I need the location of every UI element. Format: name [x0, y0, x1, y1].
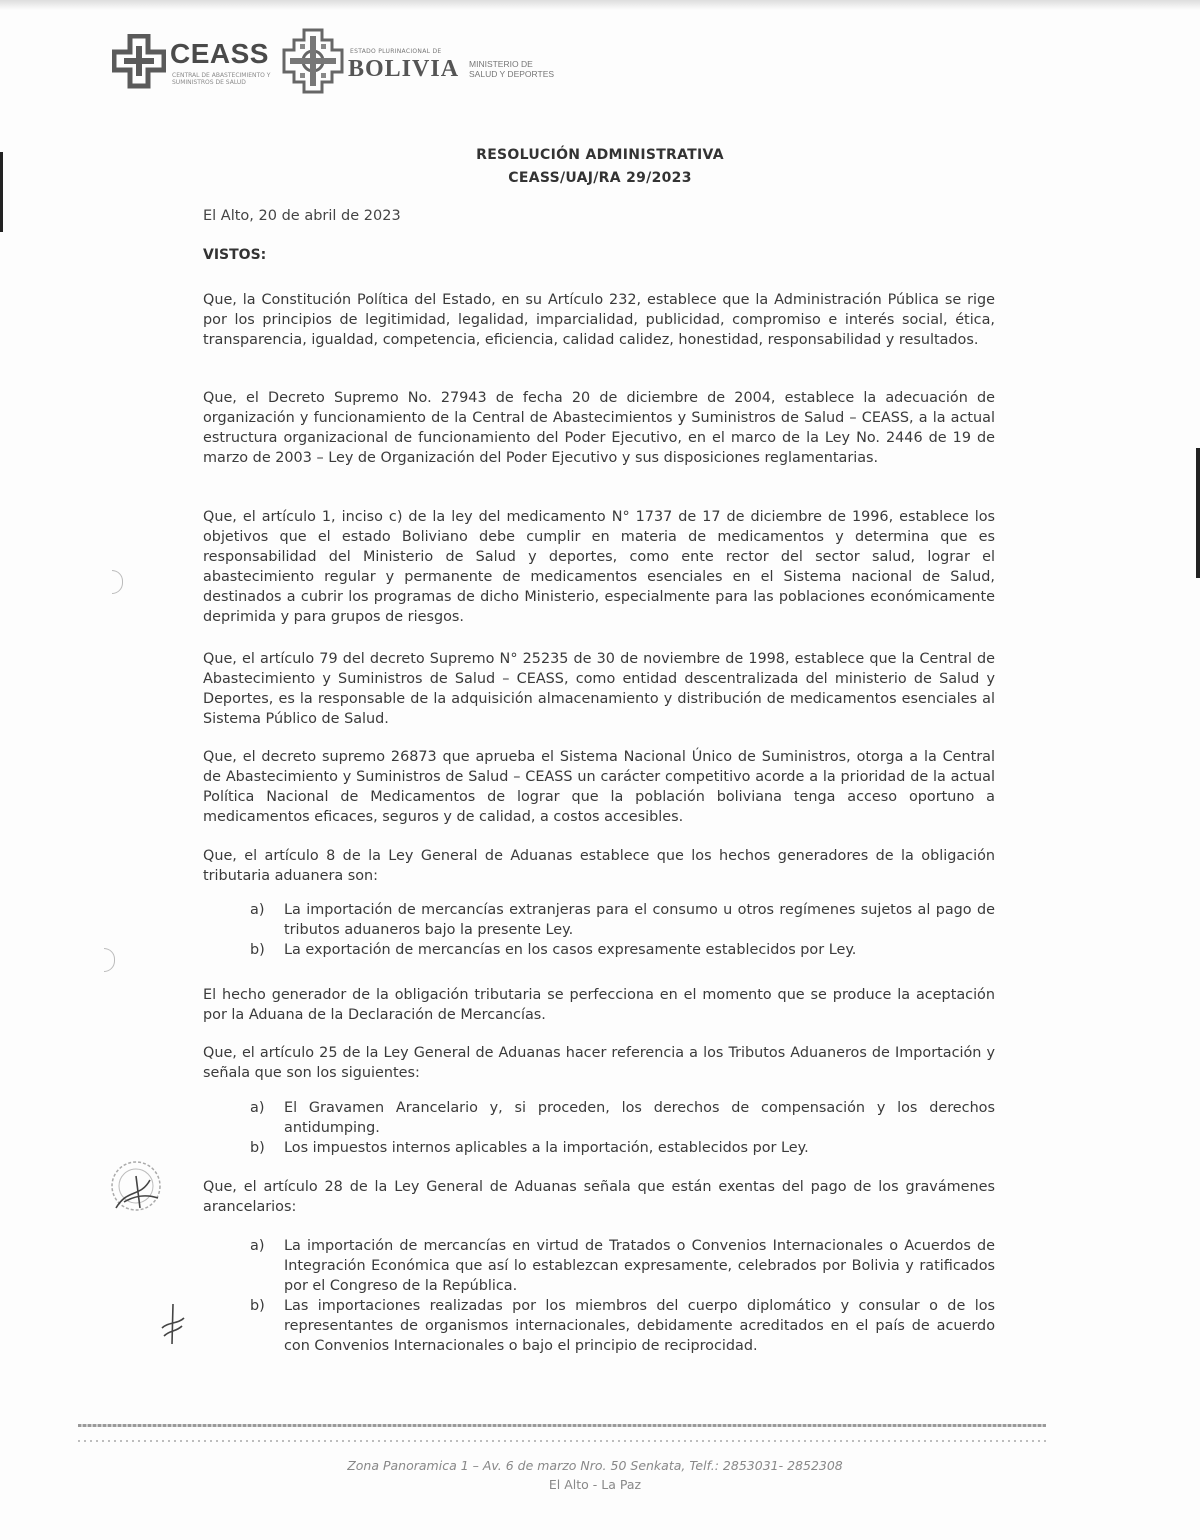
- list-item: [250, 1138, 995, 1158]
- list-item: [250, 940, 995, 960]
- paragraph-ley-medicamento: Que, el artículo 1, inciso c) de la ley del medicamento N° 1737 de 17 de diciembre de 1996, establece los objetivos que el estado Boliviano debe cumplir en materia de medicamentos y determina que es responsabilidad del Ministerio de Salud y deportes, como ente rector del sector salud, lograr el abastecimiento regular y permanente de medicamentos esenciales en el Sistema nacional de Salud, destinados a cubrir los programas de dicho Ministerio, especialmente para las poblaciones económicamente deprimida y para grupos de riesgos.: [203, 509, 995, 625]
- list-item-text: La importación de mercancías en virtud de Tratados o Convenios Internacionales o Acuerdos de Integración Económica que así lo establezcan expresamente, celebrados por Bolivia y ratificados por el Congreso de la República.: [284, 1238, 995, 1294]
- list-item: [250, 900, 995, 940]
- list-item: [250, 1236, 995, 1296]
- list-articulo-8: [250, 900, 995, 960]
- paragraph-articulo-25: Que, el artículo 25 de la Ley General de Aduanas hacer referencia a los Tributos Aduaneros de Importación y señala que son los siguientes:: [203, 1045, 995, 1081]
- ministerio-label: [469, 59, 579, 79]
- paragraph-decreto-26873: Que, el decreto supremo 26873 que aprueba el Sistema Nacional Único de Suministros, otorga a la Central de Abastecimiento y Suministros de Salud – CEASS un carácter competitivo acorde a la prioridad de la actual Política Nacional de Medicamentos de lograr que la población boliviana tenga acceso oportuno a medicamentos eficaces, seguros y de calidad, a costos accesibles.: [203, 749, 995, 825]
- scan-edge-mark-left: [0, 152, 3, 232]
- punch-hole-mark: [104, 948, 115, 972]
- footer-divider: [78, 1424, 1046, 1427]
- list-item-marker: a): [250, 1238, 265, 1254]
- footer-city: El Alto - La Paz: [548, 1477, 642, 1492]
- list-item-marker: b): [250, 942, 265, 958]
- list-item: [250, 1296, 995, 1356]
- paragraph-hecho-generador: El hecho generador de la obligación tributaria se perfecciona en el momento que se produce la aceptación por la Aduana de la Declaración de Mercancías.: [203, 987, 995, 1023]
- estado-plurinacional-label: ESTADO PLURINACIONAL DE: [350, 48, 442, 55]
- list-articulo-28: [250, 1236, 995, 1356]
- list-item-text: Las importaciones realizadas por los miembros del cuerpo diplomático y consular o de los representantes de organismos internacionales, debidamente acreditados en el país de acuerdo con Convenios Internacionales o bajo el principio de reciprocidad.: [284, 1298, 995, 1354]
- list-item-text: Los impuestos internos aplicables a la importación, establecidos por Ley.: [284, 1140, 809, 1156]
- ceass-subtitle: CENTRAL DE ABASTECIMIENTO Y SUMINISTROS DE SALUD: [172, 72, 271, 86]
- paragraph-articulo-28: Que, el artículo 28 de la Ley General de Aduanas señala que están exentas del pago de los gravámenes arancelarios:: [203, 1179, 995, 1215]
- footer-address: Zona Panoramica 1 – Av. 6 de marzo Nro. 50 Senkata, Telf.: 2853031- 2852308: [347, 1458, 843, 1473]
- resolution-number: CEASS/UAJ/RA 29/2023: [508, 170, 692, 186]
- ministerio-line-2: SALUD Y DEPORTES: [469, 69, 555, 79]
- bolivia-chakana-emblem-icon: [282, 26, 344, 96]
- stamp-seal-icon: [106, 1158, 170, 1222]
- list-item: [250, 1098, 995, 1138]
- list-item-text: La importación de mercancías extranjeras para el consumo u otros regímenes sujetos al pago de tributos aduaneros bajo la presente Ley.: [284, 902, 995, 938]
- list-item-text: La exportación de mercancías en los casos expresamente establecidos por Ley.: [284, 942, 857, 958]
- signature-initials-icon: [158, 1302, 188, 1346]
- paragraph-constitucion: Que, la Constitución Política del Estado, en su Artículo 232, establece que la Administración Pública se rige por los principios de legitimidad, legalidad, imparcialidad, publicidad, compromiso e interés social, ética, transparencia, igualdad, competencia, eficiencia, calidad calidez, honestidad, responsabilidad y resultados.: [203, 292, 995, 348]
- ministerio-line-1: MINISTERIO DE: [469, 59, 533, 69]
- bolivia-name: BOLIVIA: [348, 56, 460, 82]
- letterhead: [112, 26, 592, 102]
- list-item-marker: b): [250, 1298, 265, 1314]
- list-item-text: El Gravamen Arancelario y, si proceden, los derechos de compensación y los derechos antidumping.: [284, 1100, 995, 1136]
- resolution-title: RESOLUCIÓN ADMINISTRATIVA: [476, 147, 724, 163]
- list-articulo-25: [250, 1098, 995, 1158]
- list-item-marker: a): [250, 902, 265, 918]
- list-item-marker: b): [250, 1140, 265, 1156]
- scan-edge-shadow: [0, 0, 1200, 10]
- punch-hole-mark: [112, 570, 123, 594]
- list-item-marker: a): [250, 1100, 265, 1116]
- date-line: El Alto, 20 de abril de 2023: [203, 208, 401, 224]
- ceass-cross-logo-icon: [112, 34, 166, 90]
- ceass-name: CEASS: [170, 38, 269, 69]
- paragraph-decreto-27943: Que, el Decreto Supremo No. 27943 de fecha 20 de diciembre de 2004, establece la adecuación de organización y funcionamiento de la Central de Abastecimientos y Suministros de Salud – CEASS, a la actual estructura organizacional de funcionamiento del Poder Ejecutivo, en el marco de la Ley No. 2446 de 19 de marzo de 2003 – Ley de Organización del Poder Ejecutivo y sus disposiciones reglamentarias.: [203, 390, 995, 466]
- paragraph-articulo-8: Que, el artículo 8 de la Ley General de Aduanas establece que los hechos generadores de la obligación tributaria aduanera son:: [203, 848, 995, 884]
- footer-divider: [78, 1440, 1046, 1442]
- paragraph-decreto-25235: Que, el artículo 79 del decreto Supremo N° 25235 de 30 de noviembre de 1998, establece que la Central de Abastecimiento y Suministros de Salud – CEASS, como entidad descentralizada del ministerio de Salud y Deportes, es la responsable de la adquisición almacenamiento y distribución de medicamentos esenciales al Sistema Público de Salud.: [203, 651, 995, 727]
- vistos-heading: VISTOS:: [203, 247, 267, 263]
- scan-edge-mark-right: [1196, 448, 1200, 578]
